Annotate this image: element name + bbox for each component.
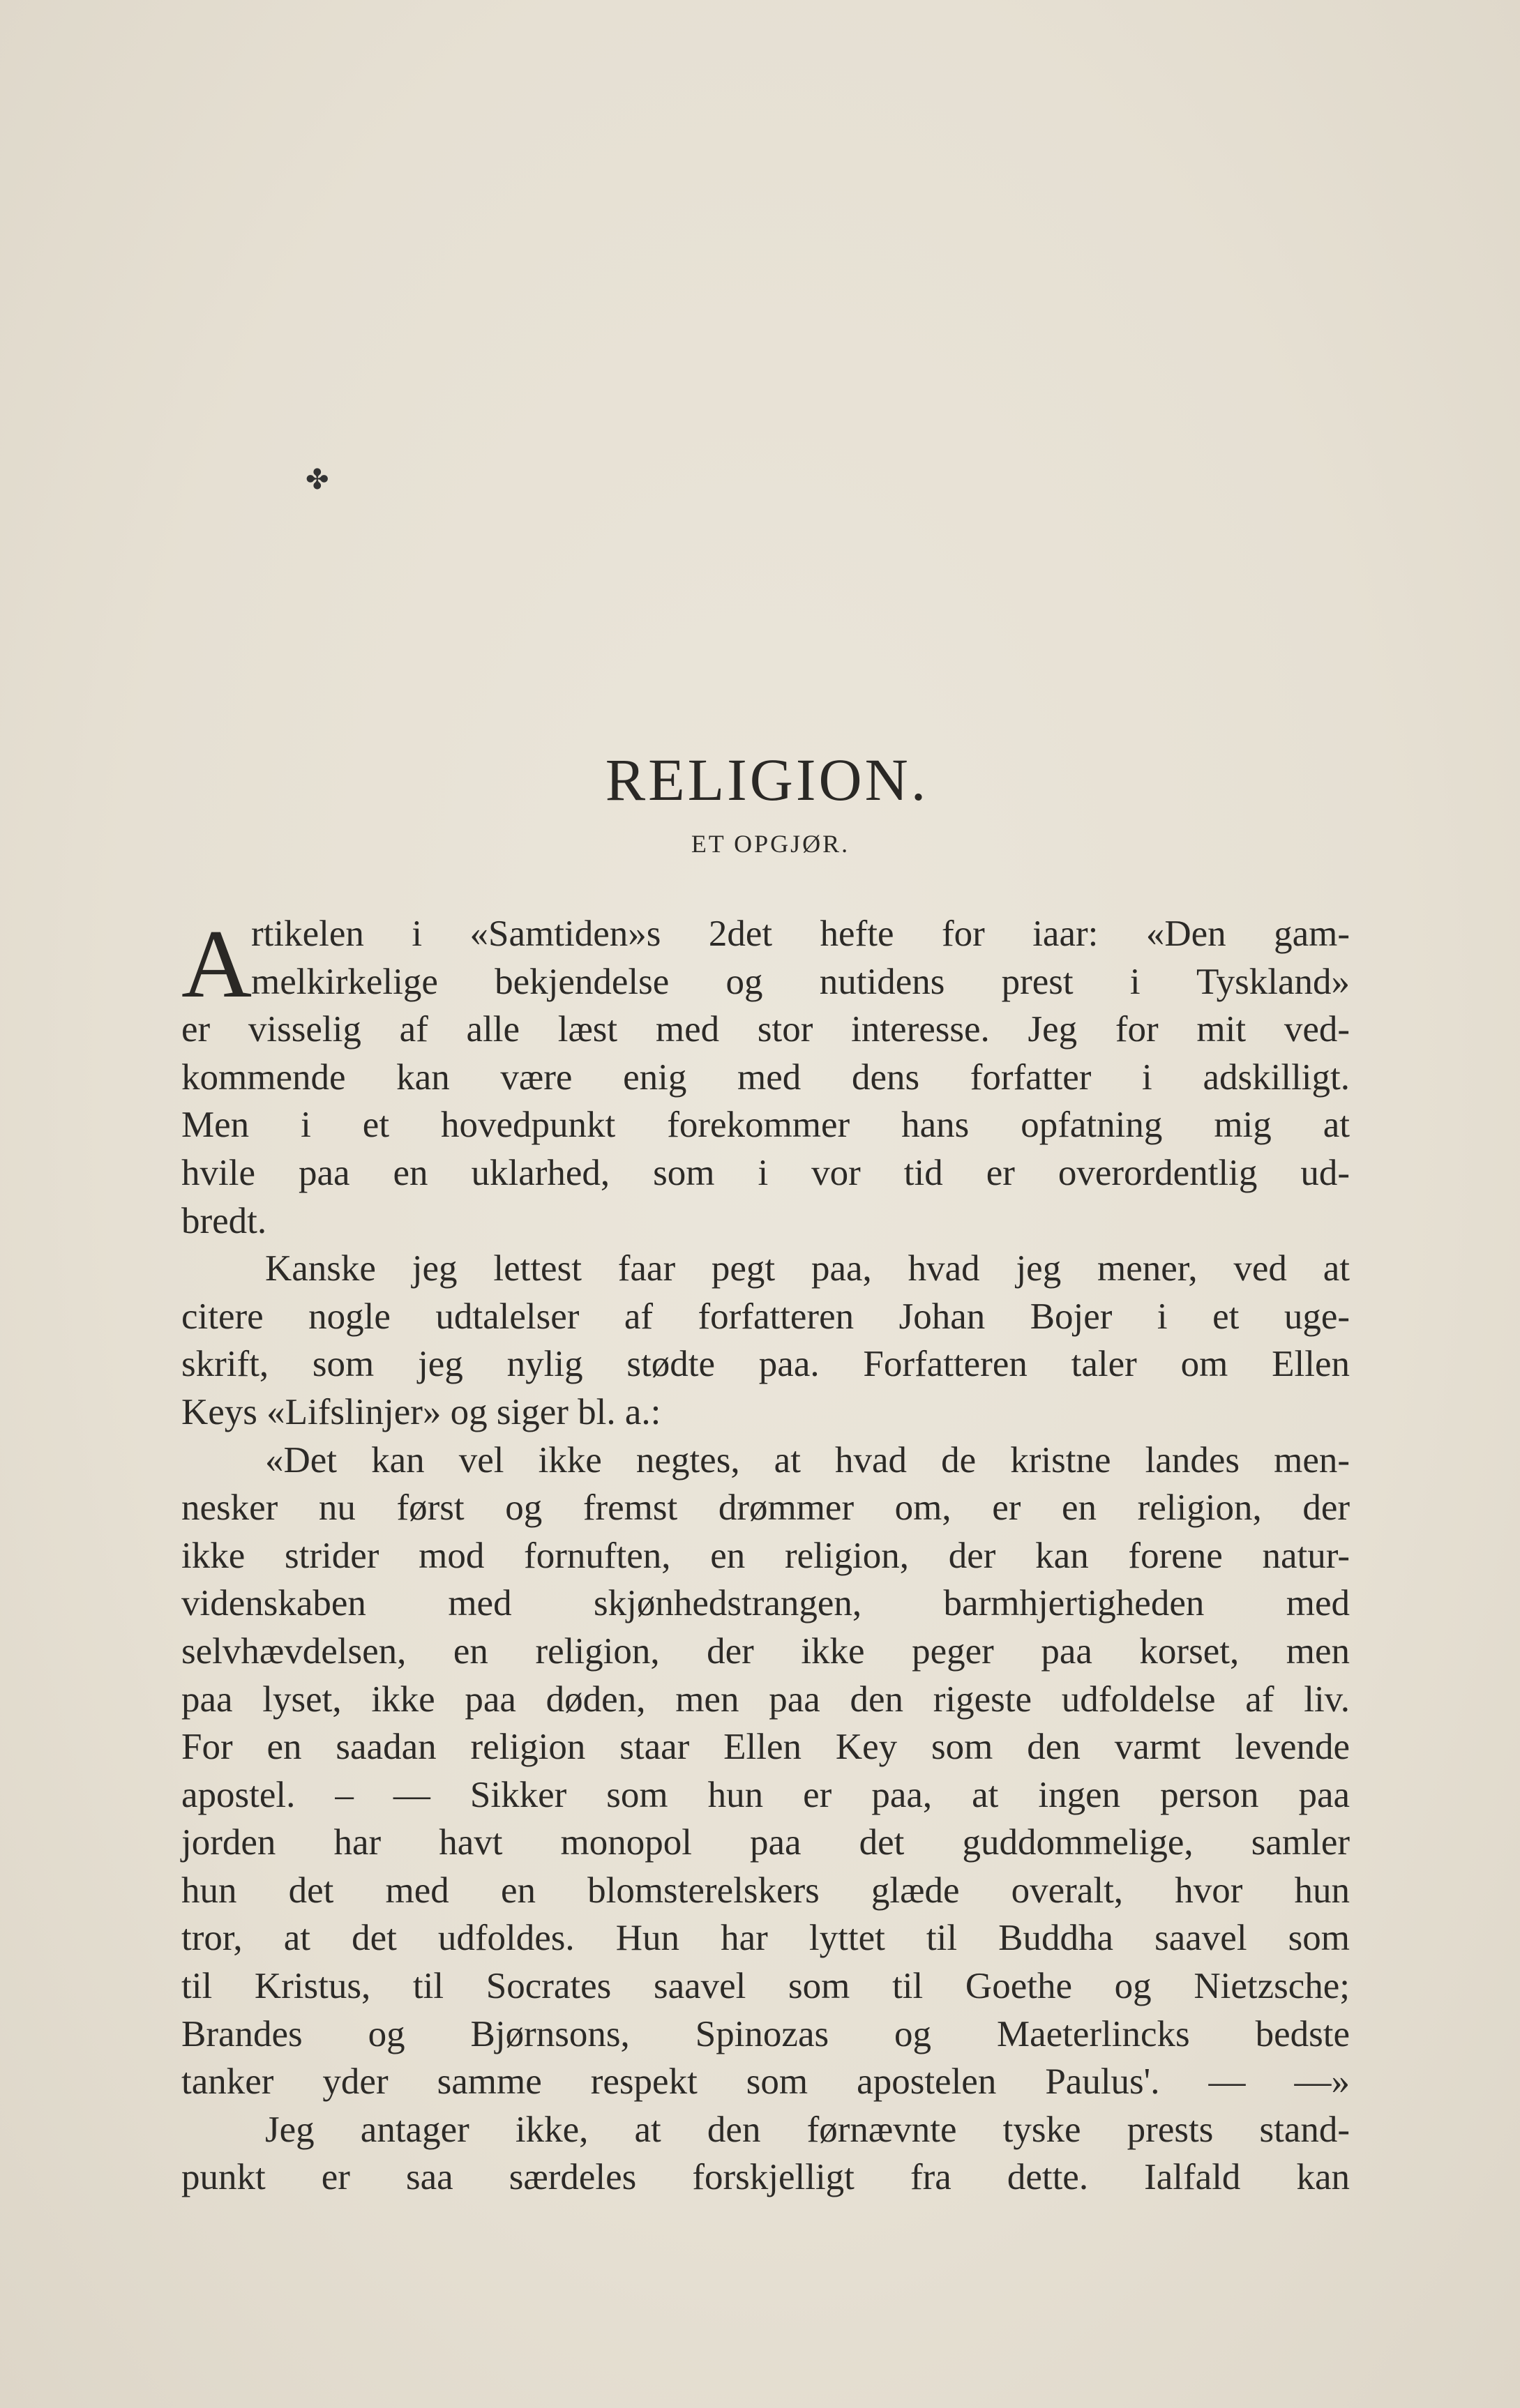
text-line: skrift, som jeg nylig stødte paa. Forfatteren taler om Ellen — [181, 1344, 1350, 1385]
text-line: hun det med en blomsterelskers glæde overalt, hvor hun — [181, 1870, 1350, 1911]
drop-cap: A — [181, 910, 253, 1018]
text-line: nesker nu først og fremst drømmer om, er en religion, der — [181, 1487, 1350, 1529]
text-line: melkirkelige bekjendelse og nutidens prest i Tyskland» — [251, 961, 1350, 1002]
page-title: RELIGION. — [605, 746, 929, 813]
text-line: jorden har havt monopol paa det guddommelige, samler — [181, 1822, 1350, 1863]
text-line: Jeg antager ikke, at den førnævnte tyske prests stand- — [265, 2109, 1350, 2150]
text-line: ikke strider mod fornuften, en religion, der kan forene natur- — [181, 1535, 1350, 1576]
body-text — [181, 910, 1350, 2202]
text-line: er visselig af alle læst med stor interesse. Jeg for mit ved- — [181, 1009, 1350, 1050]
text-line: Men i et hovedpunkt forekommer hans opfatning mig at — [181, 1105, 1350, 1146]
page-subtitle: ET OPGJØR. — [691, 830, 850, 858]
text-line: punkt er saa særdeles forskjelligt fra dette. Ialfald kan — [181, 2157, 1350, 2198]
text-line: Kanske jeg lettest faar pegt paa, hvad jeg mener, ved at — [265, 1248, 1350, 1289]
text-line: videnskaben med skjønhedstrangen, barmhjertigheden med — [181, 1583, 1350, 1624]
text-line: til Kristus, til Socrates saavel som til Goethe og Nietzsche; — [181, 1966, 1350, 2007]
text-line: paa lyset, ikke paa døden, men paa den rigeste udfoldelse af liv. — [181, 1679, 1350, 1720]
text-line: «Det kan vel ikke negtes, at hvad de kristne landes men- — [265, 1439, 1350, 1481]
text-line: apostel. – — Sikker som hun er paa, at ingen person paa — [181, 1774, 1350, 1815]
text-line: citere nogle udtalelser af forfatteren Johan Bojer i et uge- — [181, 1296, 1350, 1337]
text-line: kommende kan være enig med dens forfatter i adskilligt. — [181, 1057, 1350, 1098]
text-line: Brandes og Bjørnsons, Spinozas og Maeterlincks bedste — [181, 2013, 1350, 2054]
text-line: tanker yder samme respekt som apostelen Paulus'. — —» — [181, 2061, 1350, 2103]
text-line: Keys «Lifslinjer» og siger bl. a.: — [181, 1391, 661, 1432]
text-line: bredt. — [181, 1200, 267, 1241]
text-line: rtikelen i «Samtiden»s 2det hefte for iaar: «Den gam- — [251, 914, 1350, 954]
text-line: hvile paa en uklarhed, som i vor tid er overordentlig ud- — [181, 1152, 1350, 1193]
ornament-icon: ✤ — [306, 464, 329, 496]
text-line: For en saadan religion staar Ellen Key som den varmt levende — [181, 1727, 1350, 1768]
text-line: tror, at det udfoldes. Hun har lyttet til Buddha saavel som — [181, 1918, 1350, 1959]
text-line: selvhævdelsen, en religion, der ikke peger paa korset, men — [181, 1630, 1350, 1672]
